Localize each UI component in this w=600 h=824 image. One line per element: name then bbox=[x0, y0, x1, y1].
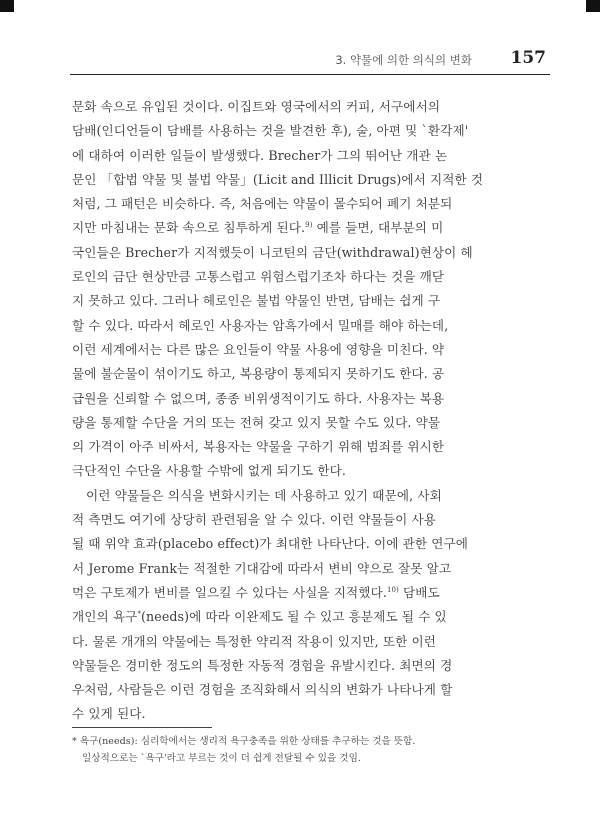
crop-mark-left bbox=[0, 0, 14, 12]
footnote-ref: 9) bbox=[305, 221, 313, 230]
text-line: 이런 약물들은 의식을 변화시키는 데 사용하고 있기 때문에, 사회 bbox=[86, 487, 442, 503]
footnote-ref: 10) bbox=[386, 585, 399, 594]
text-line: 할 수 있다. 따라서 헤로인 사용자는 암흑가에서 밀매를 해야 하는데, bbox=[72, 317, 449, 333]
text-line: 급원을 신뢰할 수 없으며, 종종 비위생적이기도 하다. 사용자는 복용 bbox=[72, 390, 445, 406]
footnote bbox=[72, 733, 530, 767]
text-line: 다. 물론 개개의 약물에는 특정한 약리적 작용이 있지만, 또한 이런 bbox=[72, 633, 437, 649]
text-segment: (needs)에 따라 이완제도 될 수 있고 흥분제도 될 수 있 bbox=[141, 609, 447, 625]
note-mark: * bbox=[137, 610, 142, 619]
text-line: 서 Jerome Frank는 적절한 기대감에 따라서 변비 약으로 잘못 알고 bbox=[72, 560, 452, 576]
text-segment: 지만 마침내는 문화 속으로 침투하게 된다. bbox=[72, 220, 306, 236]
text-line-with-footnote bbox=[72, 581, 530, 605]
running-head: 3. 약물에 의한 의식의 변화 bbox=[335, 53, 472, 67]
crop-mark-right bbox=[586, 0, 600, 12]
text-segment: 예를 들면, 대부분의 미 bbox=[316, 220, 444, 236]
text-line: 담배(인디언들이 담배를 사용하는 것을 발견한 후), 술, 아편 및 `환각제' bbox=[72, 123, 469, 139]
text-line: 문화 속으로 유입된 것이다. 이집트와 영국에서의 커피, 서구에서의 bbox=[72, 99, 441, 114]
text-line: 량을 통제할 수단을 거의 또는 전혀 갖고 있지 못할 수도 있다. 약물 bbox=[72, 414, 441, 430]
text-line: 될 때 위약 효과(placebo effect)가 최대한 나타난다. 이에 관한 연구에 bbox=[72, 536, 469, 552]
text-segment: 먹은 구토제가 변비를 일으킬 수 있다는 사실을 지적했다. bbox=[72, 584, 387, 600]
text-line: 국인들은 Brecher가 지적했듯이 니코틴의 금단(withdrawal)현상이 헤 bbox=[72, 244, 473, 260]
text-line: 에 대하여 이러한 일들이 발생했다. Brecher가 그의 뛰어난 개관 논 bbox=[72, 147, 448, 163]
page-number: 157 bbox=[510, 48, 546, 68]
text-line: 물에 불순물이 섞이기도 하고, 복용량이 통제되지 못하기도 한다. 공 bbox=[72, 366, 445, 382]
footnote-divider bbox=[72, 727, 212, 728]
text-line-with-note-mark bbox=[72, 605, 530, 629]
text-line: 지 못하고 있다. 그러나 헤로인은 불법 약물인 반면, 담배는 쉽게 구 bbox=[72, 293, 441, 309]
text-line: 우처럼, 사람들은 이런 경험을 조직화해서 의식의 변화가 나타나게 할 bbox=[72, 682, 453, 698]
text-line-with-footnote bbox=[72, 216, 530, 240]
body-text bbox=[72, 95, 530, 727]
text-line: 적 측면도 여기에 상당히 관련됨을 알 수 있다. 이런 약물들이 사용 bbox=[72, 512, 437, 528]
text-line: 의 가격이 아주 비싸서, 복용자는 약물을 구하기 위해 범죄를 위시한 bbox=[72, 439, 445, 455]
text-line: 이런 세계에서는 다른 많은 요인들이 약물 사용에 영향을 미친다. 약 bbox=[72, 341, 445, 357]
text-line: 문인 「합법 약물 및 불법 약물」(Licit and Illicit Drugs)에서 지적한 것 bbox=[72, 171, 484, 187]
text-line: 처럼, 그 패턴은 비슷하다. 즉, 처음에는 약물이 몰수되어 폐기 처분되 bbox=[72, 196, 453, 212]
page-header bbox=[70, 48, 550, 75]
text-line: 로인의 금단 현상만큼 고통스럽고 위험스럽기조차 하다는 것을 깨닫 bbox=[72, 269, 445, 285]
footnote-line: * 욕구(needs): 심리학에서는 생리적 욕구충족을 위한 상태를 추구하는 것을 뜻함. bbox=[72, 736, 416, 747]
text-segment: 담배도 bbox=[403, 584, 440, 600]
text-line: 극단적인 수단을 사용할 수밖에 없게 되기도 한다. bbox=[72, 463, 347, 479]
text-line: 수 있게 된다. bbox=[72, 706, 146, 722]
text-segment: 개인의 욕구 bbox=[72, 609, 138, 625]
footnote-line: 일상적으로는 `욕구'라고 부르는 것이 더 쉽게 전달될 수 있을 것임. bbox=[82, 753, 361, 764]
text-line: 약물들은 경미한 정도의 특정한 자동적 경험을 유발시킨다. 최면의 경 bbox=[72, 657, 453, 673]
